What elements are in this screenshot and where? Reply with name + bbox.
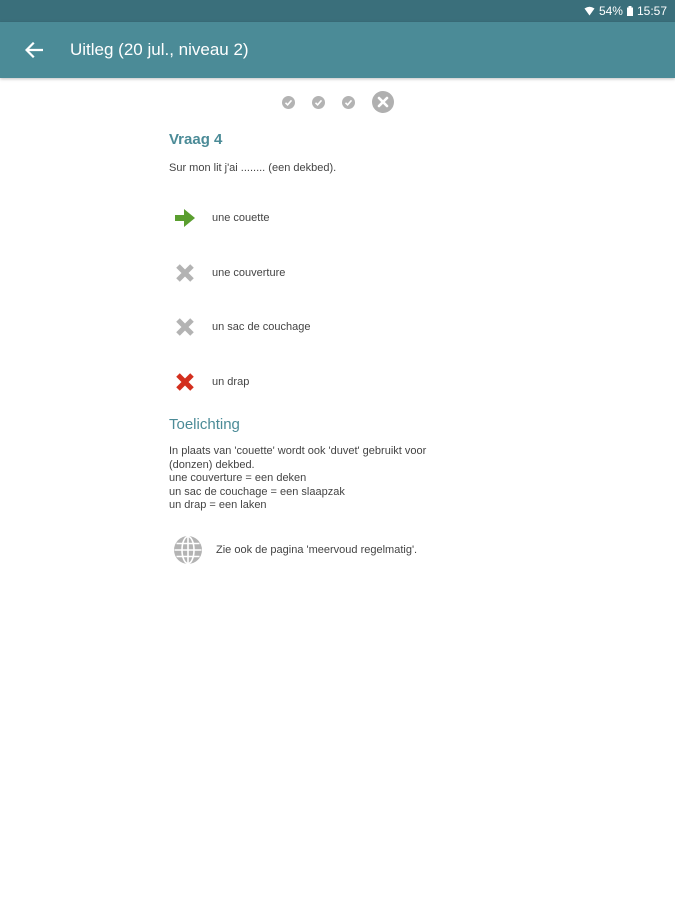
question-title: Vraag 4 bbox=[169, 131, 223, 148]
answer-option[interactable] bbox=[169, 246, 499, 301]
progress-check-icon bbox=[282, 96, 295, 109]
grey-cross-icon bbox=[173, 315, 197, 339]
question-content bbox=[169, 130, 499, 565]
progress-check-icon bbox=[342, 96, 355, 109]
green-arrow-icon bbox=[173, 206, 197, 230]
answer-list bbox=[169, 191, 499, 409]
clock: 15:57 bbox=[636, 4, 667, 18]
see-also-label: Zie ook de pagina 'meervoud regelmatig'. bbox=[216, 543, 418, 556]
explanation-text: In plaats van 'couette' wordt ook 'duvet' gebruikt voor (donzen) dekbed. une couverture = een deken un sac de couchage = een slaapzak un drap = een laken bbox=[169, 445, 427, 511]
wifi-icon bbox=[584, 6, 595, 16]
question-text: Sur mon lit j'ai ........ (een dekbed). bbox=[169, 162, 337, 174]
battery-icon bbox=[627, 6, 633, 16]
battery-percentage: 54% bbox=[598, 4, 623, 18]
question-progress bbox=[0, 90, 675, 114]
status-bar bbox=[0, 0, 675, 22]
answer-label: une couette bbox=[212, 212, 270, 225]
see-also-link[interactable] bbox=[169, 535, 499, 565]
progress-close-icon bbox=[372, 91, 394, 113]
answer-label: un sac de couchage bbox=[212, 321, 311, 334]
progress-check-icon bbox=[312, 96, 325, 109]
app-bar bbox=[0, 22, 675, 78]
answer-option[interactable] bbox=[169, 355, 499, 410]
answer-option[interactable] bbox=[169, 191, 499, 246]
grey-cross-icon bbox=[173, 261, 197, 285]
red-cross-icon bbox=[173, 370, 197, 394]
explanation-title: Toelichting bbox=[169, 416, 240, 433]
arrow-left-icon bbox=[25, 42, 43, 58]
globe-icon bbox=[173, 535, 203, 565]
answer-label: une couverture bbox=[212, 266, 286, 279]
page-title: Uitleg (20 jul., niveau 2) bbox=[70, 40, 249, 59]
back-button[interactable] bbox=[22, 38, 46, 62]
answer-label: un drap bbox=[212, 375, 250, 388]
answer-option[interactable] bbox=[169, 300, 499, 355]
